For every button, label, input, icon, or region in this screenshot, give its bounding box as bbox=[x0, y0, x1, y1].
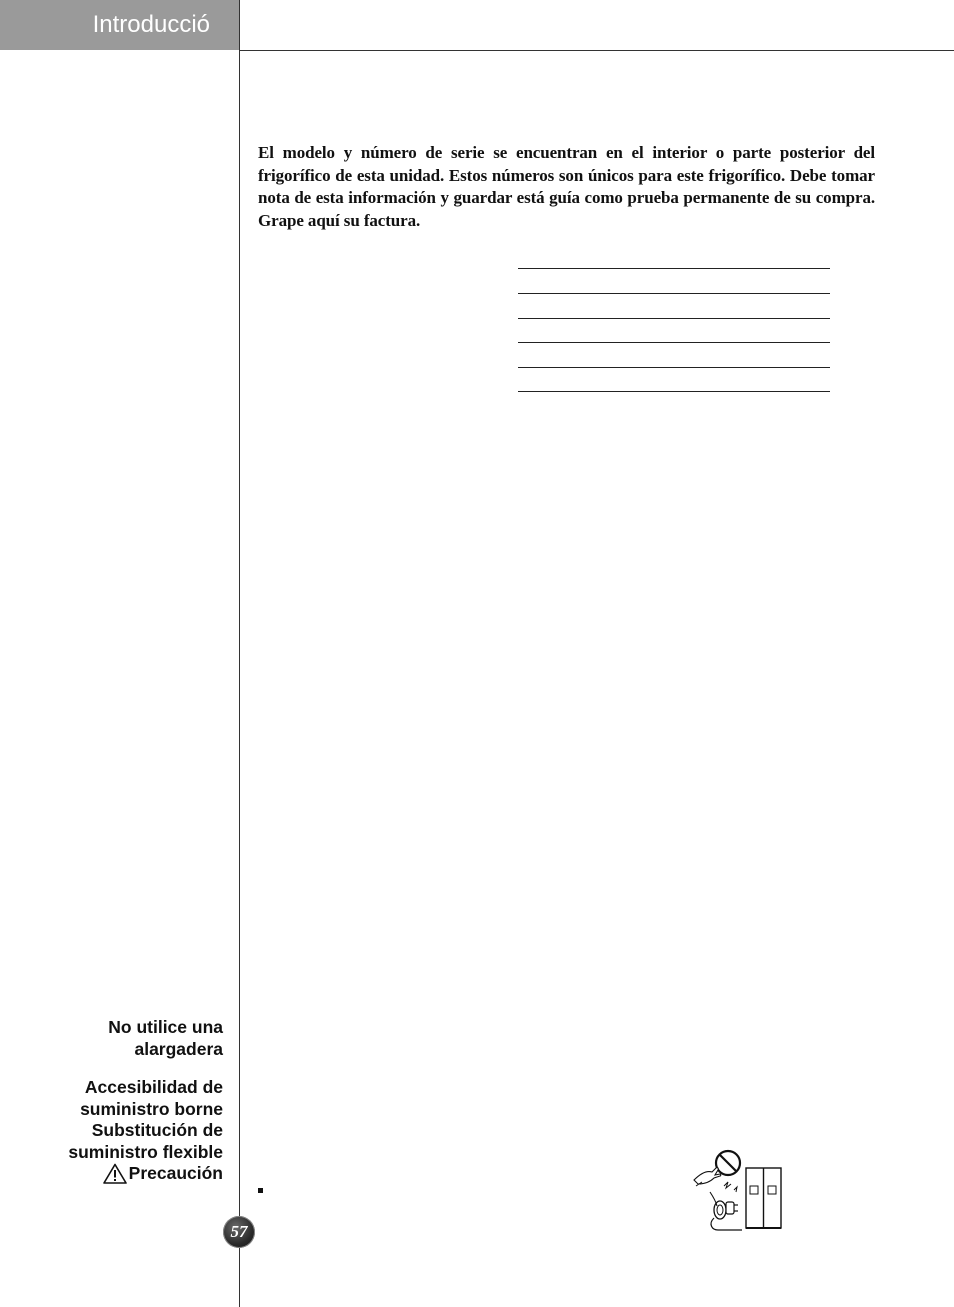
record-line bbox=[518, 268, 830, 269]
bullet-marker bbox=[258, 1188, 263, 1193]
intro-paragraph: El modelo y número de serie se encuentran en el interior o parte posterior del frigorífico de esta unidad. Estos números son únicos para este frigorífico. Debe tomar nota de esta información y guardar está guía como prueba permanente de su compra. Grape aquí su factura. bbox=[258, 143, 875, 230]
record-line bbox=[518, 293, 830, 294]
note-accessibility-line1: Accesibilidad de bbox=[84, 1077, 223, 1097]
no-plug-refrigerator-illustration bbox=[690, 1148, 786, 1232]
section-title: Introducció bbox=[92, 11, 210, 38]
record-line bbox=[518, 342, 830, 343]
page-number-badge bbox=[223, 1216, 255, 1248]
note-no-extension-line2: alargadera bbox=[134, 1038, 223, 1059]
warning-triangle-icon bbox=[103, 1163, 127, 1184]
side-notes bbox=[68, 1017, 223, 1190]
section-header-tab bbox=[0, 0, 240, 50]
page-number: 57 bbox=[230, 1222, 248, 1241]
note-accessibility-line2: suministro borne bbox=[80, 1098, 223, 1119]
note-replacement-line1: Substitución de bbox=[91, 1120, 223, 1140]
note-no-extension-line1: No utilice una bbox=[108, 1017, 223, 1037]
record-line bbox=[518, 318, 830, 319]
record-line bbox=[518, 367, 830, 368]
note-replacement-line2: suministro flexible bbox=[68, 1141, 223, 1162]
record-line bbox=[518, 391, 830, 392]
header-rule bbox=[240, 50, 954, 51]
caution-label: Precaución bbox=[128, 1163, 223, 1183]
caution-row bbox=[103, 1163, 223, 1185]
margin-divider bbox=[239, 0, 240, 1307]
